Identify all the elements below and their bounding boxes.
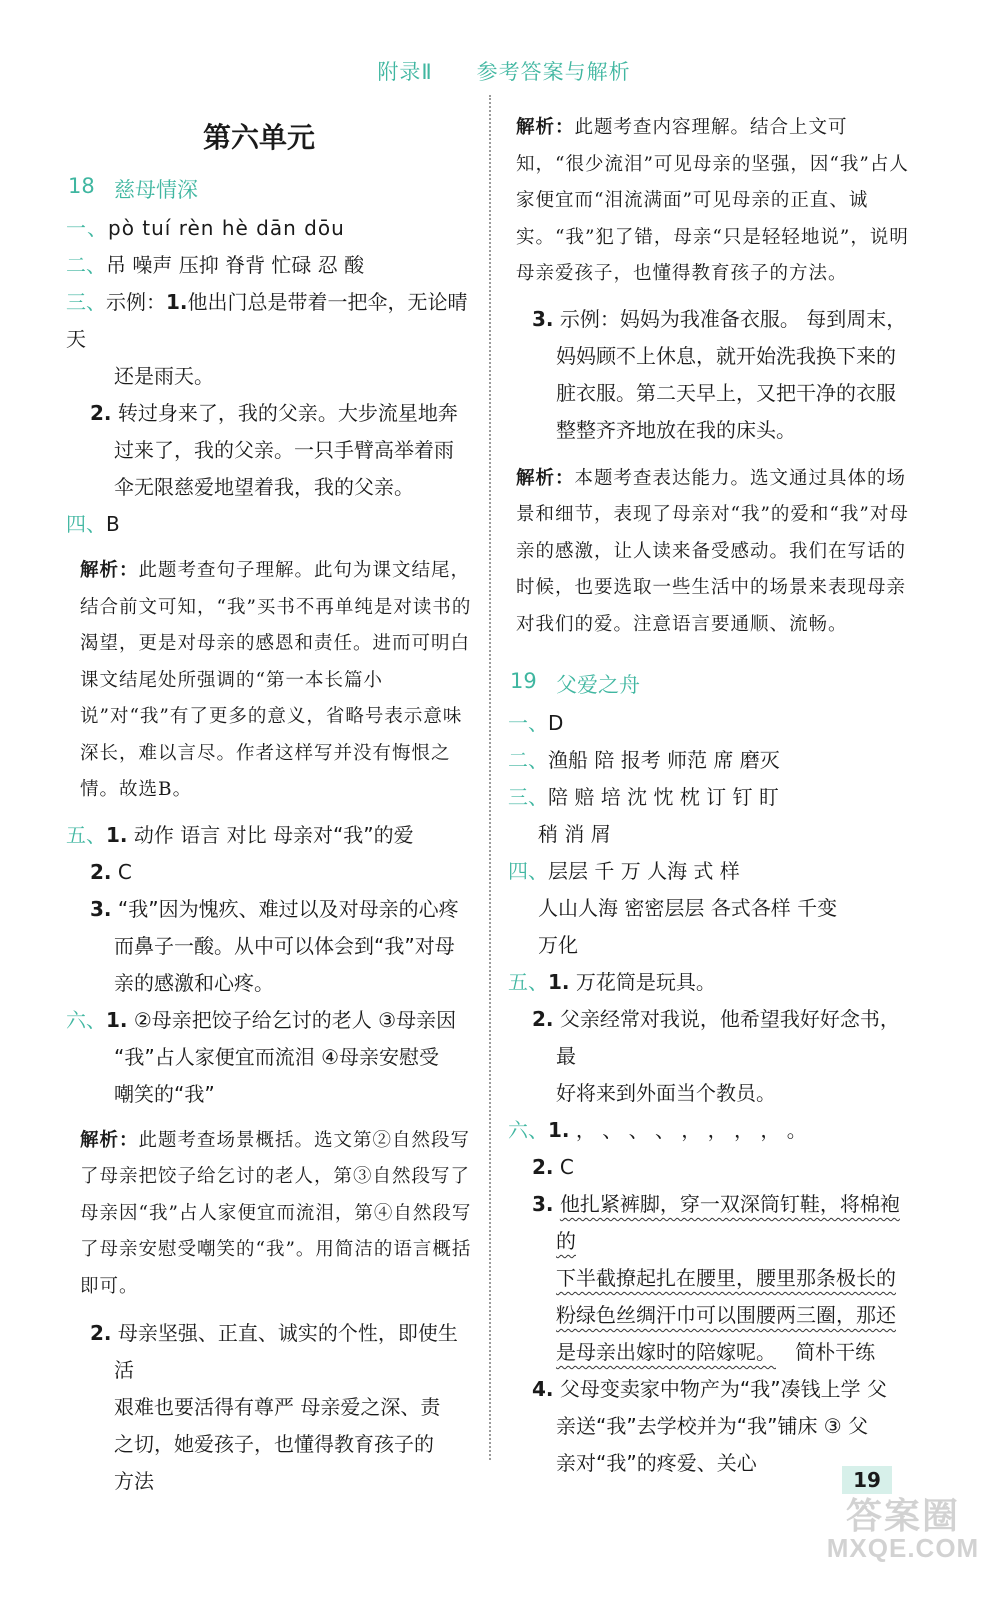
unit-title: 第六单元 (202, 121, 315, 154)
answer-q6-line2: “我”占人家便宜而流泪 ④母亲安慰受 (114, 1044, 440, 1069)
answer-q3-line: 还是雨天。 (114, 364, 214, 388)
answer-19-q6: 六、1. ， 、 、 、 ， ， ， ， 。 (508, 1118, 807, 1142)
analysis-block-2: 解析：此题考查场景概括。选文第②自然段写了母亲把饺子给乞讨的老人，第③自然段写了母亲因“我”占人家便宜而流泪，第④自然段写了母亲安慰受嘲笑的“我”。用简洁的语言概括即可。 (80, 1129, 472, 1297)
column-divider (489, 95, 491, 1460)
answer-19-q6-3: 3. 他扎紧裤脚，穿一双深筒钉鞋，将棉袍的 (532, 1192, 900, 1253)
answer-q6-2-line2: 艰难也要活得有尊严 母亲爱之深、责 (114, 1395, 441, 1419)
answer-q6-3-line4: 整整齐齐地放在我的床头。 (556, 417, 796, 442)
watermark-url: MXQE.COM (826, 1533, 980, 1563)
lesson-title: 慈母情深 (114, 178, 198, 202)
answer-q5: 五、1. 动作 语言 对比 母亲对“我”的爱 (66, 822, 414, 847)
answer-q6-2: 2. 母亲坚强、正直、诚实的个性，即使生活 (90, 1321, 458, 1382)
answer-19-q6-4-line2: 亲送“我”去学校并为“我”铺床 ③ 父 (556, 1414, 869, 1438)
answer-q6-3-line3: 脏衣服。第二天早上，又把干净的衣服 (556, 380, 896, 405)
answer-19-q3-line2: 稍 消 屑 (538, 822, 611, 846)
lesson-number: 19 (510, 669, 537, 693)
answer-19-q2: 二、渔船 陪 报考 师范 席 磨灭 (508, 748, 780, 772)
page-number: 19 (842, 1466, 892, 1494)
answer-q5-3-line2: 而鼻子一酸。从中可以体会到“我”对母 (114, 933, 455, 958)
watermark-text: 答案圈 (845, 1495, 960, 1536)
right-column (508, 110, 910, 1482)
page-header (0, 56, 1008, 86)
answer-q6-3: 3. 示例：妈妈为我准备衣服。 每到周末， (532, 306, 907, 331)
answer-19-q6-2: 2. C (532, 1155, 574, 1179)
answer-q6-2-line3: 之切，她爱孩子，也懂得教育孩子的 (114, 1432, 434, 1456)
answer-q6-2-line4: 方法 (114, 1469, 154, 1493)
header-appendix: 附录Ⅱ (377, 60, 433, 84)
answer-q6-line3: 嘲笑的“我” (114, 1081, 215, 1106)
answer-19-q5: 五、1. 万花筒是玩具。 (508, 970, 716, 994)
answer-19-q6-3-line2: 下半截撩起扎在腰里，腰里那条极长的 (556, 1266, 896, 1290)
answer-19-q4-line3: 万化 (538, 933, 578, 957)
answer-19-q6-4-line3: 亲对“我”的疼爱、关心 (556, 1451, 757, 1475)
analysis-block-4: 解析：本题考查表达能力。选文通过具体的场景和细节，表现了母亲对“我”的爱和“我”对母亲的感激，让人读来备受感动。我们在写话的时候，也要选取一些生活中的场景来表现母亲对我们的爱。注意语言要通顺、流畅。 (516, 467, 909, 635)
watermark-logo (808, 1488, 998, 1564)
lesson-19-heading (508, 669, 910, 699)
answer-q3-2: 2. 转过身来了，我的父亲。大步流星地奔 (90, 401, 458, 425)
answer-19-q1: 一、D (508, 711, 564, 735)
answer-q5-3-line3: 亲的感激和心疼。 (114, 970, 274, 995)
answer-19-q6-3-line4: 是母亲出嫁时的陪嫁呢。 简朴干练 (556, 1340, 876, 1364)
lesson-18-heading (66, 174, 472, 204)
answer-19-q5-2: 2. 父亲经常对我说，他希望我好好念书，最 (532, 1007, 900, 1068)
answer-q2: 二、吊 噪声 压抑 脊背 忙碌 忍 酸 (66, 253, 365, 277)
answer-q3-2-line2: 过来了，我的父亲。一只手臂高举着雨 (114, 438, 454, 462)
answer-19-q6-3-line3: 粉绿色丝绸汗巾可以围腰两三圈，那还 (556, 1303, 896, 1327)
answer-q3-2-line3: 伞无限慈爱地望着我，我的父亲。 (114, 475, 414, 499)
answer-19-q3: 三、陪 赔 培 沈 忱 枕 订 钉 盯 (508, 785, 779, 809)
answer-19-q4: 四、层层 千 万 人海 式 样 (508, 859, 740, 883)
answer-q6-3-line2: 妈妈顾不上休息，就开始洗我换下来的 (556, 343, 896, 368)
answer-q1: 一、pò tuí rèn hè dān dōu (66, 216, 345, 240)
answer-19-q6-4: 4. 父母变卖家中物产为“我”凑钱上学 父 (532, 1377, 887, 1401)
left-column (66, 110, 472, 1500)
answer-q6: 六、1. ②母亲把饺子给乞讨的老人 ③母亲因 (66, 1007, 457, 1032)
answer-q5-2: 2. C (90, 859, 132, 884)
analysis-block-3: 解析：此题考查内容理解。结合上文可知，“很少流泪”可见母亲的坚强，因“我”占人家便宜而“泪流满面”可见母亲的正直、诚实。“我”犯了错，母亲“只是轻轻地说”，说明母亲爱孩子，也懂得教育孩子的方法。 (516, 117, 909, 284)
answer-q4: 四、B (66, 512, 120, 536)
answer-19-q5-2-line2: 好将来到外面当个教员。 (556, 1081, 776, 1105)
analysis-block-1: 解析：此题考查句子理解。此句为课文结尾，结合前文可知，“我”买书不再单纯是对读书的渴望，更是对母亲的感恩和责任。进而可明白课文结尾处所强调的“第一本长篇小说”对“我”有了更多的意义，省略号表示意味深长，难以言尽。作者这样写并没有悔恨之情。故选B。 (80, 560, 472, 800)
lesson-title: 父爱之舟 (556, 673, 640, 697)
answer-q5-3: 3. “我”因为愧疚、难过以及对母亲的心疼 (90, 896, 459, 921)
lesson-number: 18 (68, 174, 95, 198)
answer-q3: 三、示例：1.他出门总是带着一把伞，无论晴天 (66, 290, 468, 351)
header-title: 参考答案与解析 (476, 60, 631, 84)
answer-19-q4-line2: 人山人海 密密层层 各式各样 千变 (538, 896, 838, 920)
